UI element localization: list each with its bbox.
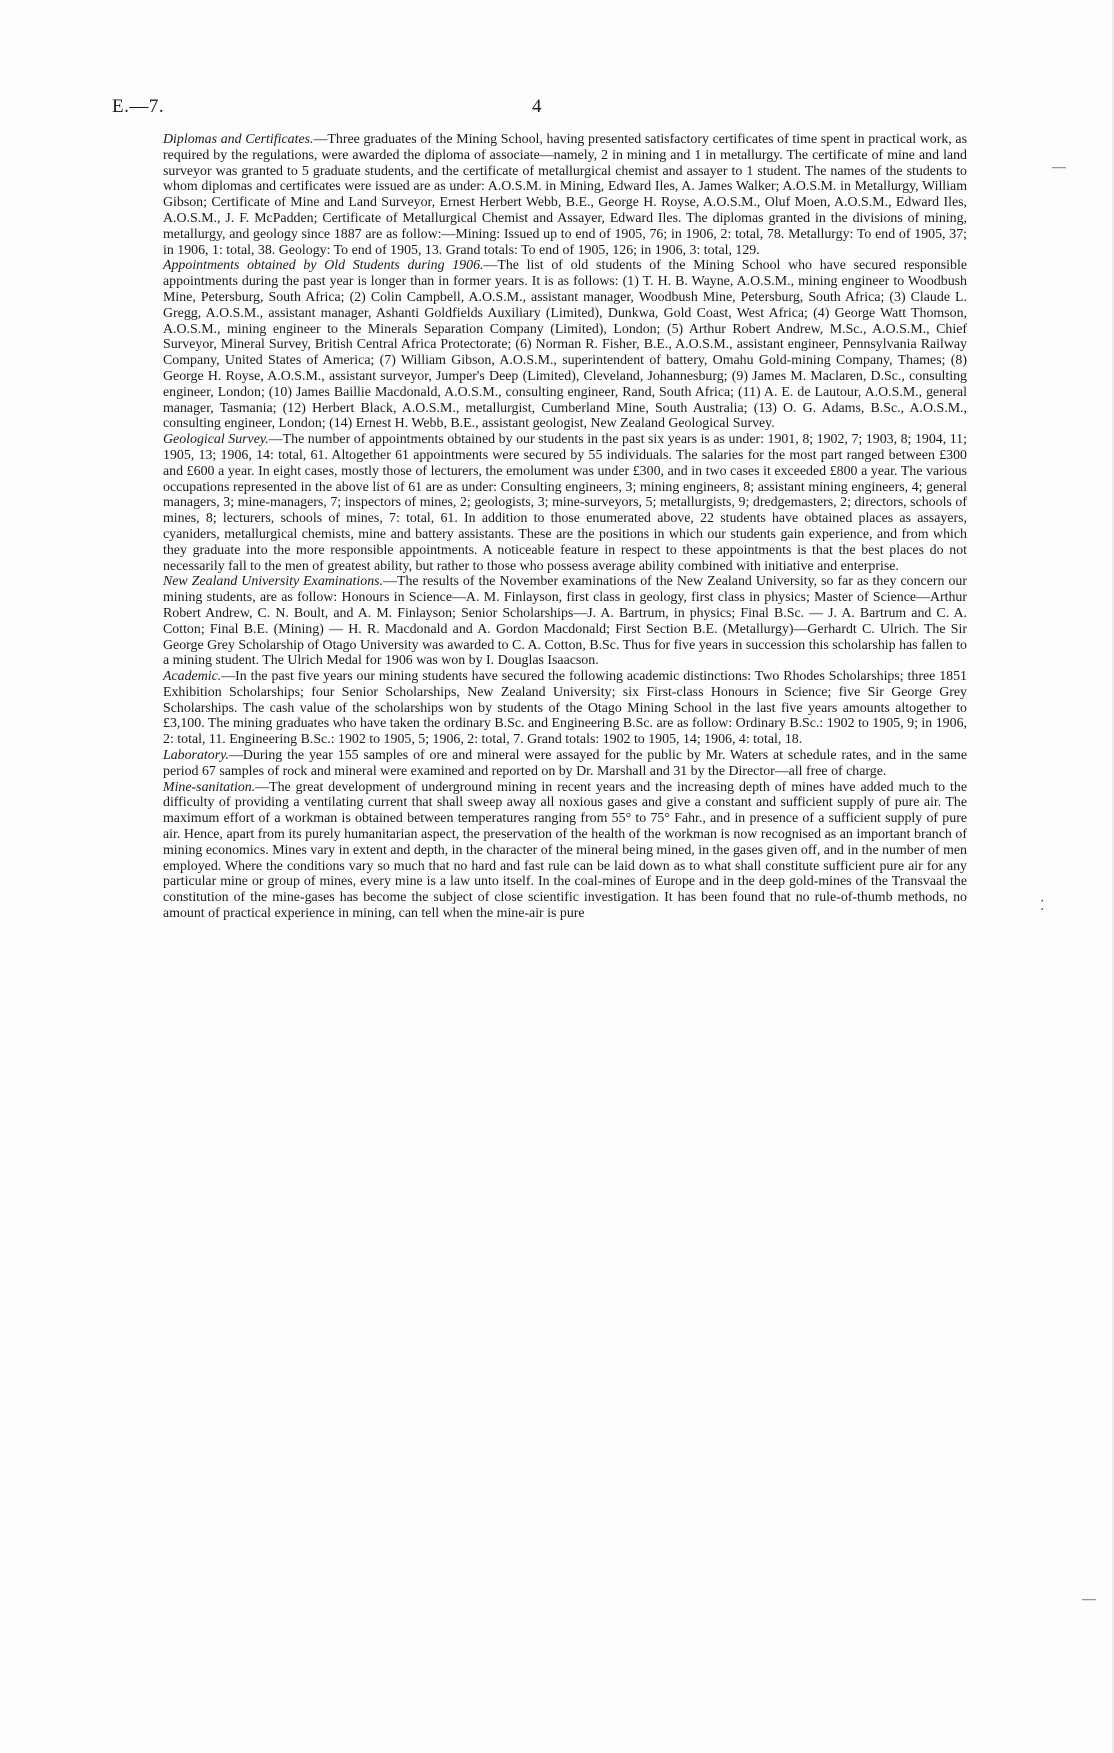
paragraph-diplomas [163, 132, 967, 258]
paragraph-heading: Diplomas and Certificates. [163, 132, 314, 147]
paragraph-text: —The great development of underground mining in recent years and the increasing depth of mines have added much to the difficulty of providing a ventilating current that shall sweep away all noxious gases and give a constant and sufficient supply of pure air. The maximum effort of a workman is obtained between temperatures ranging from 55° to 75° Fahr., and in presence of a sufficient supply of pure air. Hence, apart from its purely humanitarian aspect, the preservation of the health of the workman is now recognised as an important branch of mining economics. Mines vary in extent and depth, in the character of the mineral being mined, in the gases given off, and in the number of men employed. Where the conditions vary so much that no hard and fast rule can be laid down as to what shall constitute sufficient pure air for any particular mine or group of mines, every mine is a law unto itself. In the coal-mines of Europe and in the deep gold-mines of the Transvaal the constitution of the mine-gases has become the subject of close scientific investigation. It has been found that no rule-of-thumb methods, no amount of practical experience in mining, can tell when the mine-air is pure [163, 779, 967, 922]
paragraph-text: —During the year 155 samples of ore and mineral were assayed for the public by Mr. Waters at schedule rates, and in the same period 67 samples of rock and mineral were examined and reported on by Dr. Marshall and 31 by the Director—all free of charge. [163, 748, 967, 779]
paragraph-text: —The results of the November examinations of the New Zealand University, so far as they concern our mining students, are as follow: Honours in Science—A. M. Finlayson, first class in geology, first class in physics; Master of Science—Arthur Robert Andrew, C. N. Boult, and A. M. Finlayson; Senior Scholarships—J. A. Bartrum, in physics; Final B.Sc. — J. A. Bartrum and C. A. Cotton; Final B.E. (Mining) — H. R. Macdonald and A. Gordon Macdonald; First Section B.E. (Metallurgy)—Gerhardt C. Ulrich. The Sir George Grey Scholarship of Otago University was awarded to C. A. Cotton, B.Sc. Thus for five years in succession this scholarship has fallen to a mining student. The Ulrich Medal for 1906 was won by I. Douglas Isaacson. [163, 574, 967, 669]
paragraph-heading: Laboratory. [163, 748, 229, 764]
paragraph-university-examinations [163, 574, 967, 669]
document-code: E.—7. [112, 96, 165, 117]
paragraph-geological-survey [163, 432, 967, 574]
paragraph-laboratory [163, 748, 967, 780]
paragraph-text: —The number of appointments obtained by our students in the past six years is as under: 1901, 8; 1902, 7; 1903, 8; 1904, 11; 1905, 13; 1906, 14: total, 61. Altogether 61 appointments were secured by 55 individuals. The salaries for the most part ranged between £300 and £600 a year. In eight cases, mostly those of lecturers, the emolument was under £300, and in two cases it exceeded £800 a year. The various occupations represented in the above list of 61 are as under: Consulting engineers, 3; mining engineers, 8; assistant mining engineers, 4; general managers, 3; mine-managers, 7; inspectors of mines, 2; geologists, 3; mine-surveyors, 5; metallurgists, 9; dredgemasters, 2; directors, schools of mines, 8; lecturers, schools of mines, 7: total, 61. In addition to those enumerated above, 22 students have obtained places as assayers, cyaniders, metallurgical chemists, mine and battery assistants. These are the positions in which our students gain experience, and from which they graduate into the more responsible appointments. A noticeable feature in respect to these appointments is that the best places do not necessarily fall to the men of greatest ability, but rather to those who possess average ability combined with initiative and enterprise. [163, 432, 967, 574]
body-text [163, 132, 967, 922]
page-header [112, 96, 992, 126]
margin-mark-bottom: — [1082, 1592, 1096, 1607]
paragraph-heading: New Zealand University Examinations. [163, 574, 384, 590]
paragraph-heading: Geological Survey. [163, 432, 269, 448]
paragraph-text: —In the past five years our mining students have secured the following academic distinctions: Two Rhodes Scholarships; three 1851 Exhibition Scholarships; four Senior Scholarships, New Zealand University; six First-class Honours in Science; five Sir George Grey Scholarships. The cash value of the scholarships won by students of the Otago Mining School in the last five years amounts altogether to £3,100. The mining graduates who have taken the ordinary B.Sc. and Engineering B.Sc. are as follow: Ordinary B.Sc.: 1902 to 1905, 9; in 1906, 2: total, 11. Engineering B.Sc.: 1902 to 1905, 5; 1906, 2: total, 7. Grand totals: 1902 to 1905, 14; 1906, 4: total, 18. [163, 669, 967, 748]
paragraph-appointments [163, 258, 967, 432]
paragraph-mine-sanitation [163, 780, 967, 922]
paragraph-text: —Three graduates of the Mining School, having presented satisfactory certificates of time spent in practical work, as required by the regulations, were awarded the diploma of associate—namely, 2 in mining and 1 in metallurgy. The certificate of mine and land surveyor was granted to 5 graduate students, and the certificate of metallurgical chemist and assayer to 1 student. The names of the students to whom diplomas and certificates were issued are as under: A.O.S.M. in Mining, Edward Iles, A. James Walker; A.O.S.M. in Metallurgy, William Gibson; Certificate of Mine and Land Surveyor, Ernest Herbert Webb, B.E., George H. Royse, A.O.S.M., Oluf Moen, A.O.S.M., Edward Iles, A.O.S.M., J. F. McPadden; Certificate of Metallurgical Chemist and Assayer, Edward Iles. The diplomas granted in the divisions of mining, metallurgy, and geology since 1887 are as follow:—Mining: Issued up to end of 1905, 76; in 1906, 2: total, 78. Metallurgy: To end of 1905, 37; in 1906, 1: total, 38. Geology: To end of 1905, 13. Grand totals: To end of 1905, 126; in 1906, 3: total, 129. [163, 132, 967, 258]
margin-mark-middle: ⁚ [1040, 899, 1045, 914]
paragraph-heading: Academic. [163, 669, 222, 685]
paragraph-academic [163, 669, 967, 748]
page-number: 4 [532, 96, 542, 117]
margin-mark-top: — [1052, 160, 1066, 175]
paragraph-text: —The list of old students of the Mining School who have secured responsible appointments during the past year is longer than in former years. It is as follows: (1) T. H. B. Wayne, A.O.S.M., mining engineer to Woodbush Mine, Petersburg, South Africa; (2) Colin Campbell, A.O.S.M., assistant manager, Woodbush Mine, Petersburg, South Africa; (3) Claude L. Gregg, A.O.S.M., assistant manager, Ashanti Goldfields Auxiliary (Limited), Dunkwa, Gold Coast, West Africa; (4) George Watt Thomson, A.O.S.M., mining engineer to the Minerals Separation Company (Limited), London; (5) Arthur Robert Andrew, M.Sc., A.O.S.M., Chief Surveyor, Mineral Survey, British Central Africa Protectorate; (6) Norman R. Fisher, B.E., A.O.S.M., assistant engineer, Pennsylvania Railway Company, United States of America; (7) William Gibson, A.O.S.M., superintendent of battery, Omahu Gold-mining Company, Thames; (8) George H. Royse, A.O.S.M., assistant surveyor, Jumper's Deep (Limited), Cleveland, Johannesburg; (9) James M. Maclaren, D.Sc., consulting engineer, London; (10) James Baillie Macdonald, A.O.S.M., consulting engineer, Rand, South Africa; (11) A. E. de Lautour, A.O.S.M., general manager, Tasmania; (12) Herbert Black, A.O.S.M., metallurgist, Cumberland Mine, South Australia; (13) O. G. Adams, B.Sc., A.O.S.M., consulting engineer, London; (14) Ernest H. Webb, B.E., assistant geologist, New Zealand Geological Survey. [163, 258, 967, 432]
paragraph-heading: Mine-sanitation. [163, 779, 256, 795]
paragraph-heading: Appointments obtained by Old Students during 1906. [163, 258, 484, 274]
